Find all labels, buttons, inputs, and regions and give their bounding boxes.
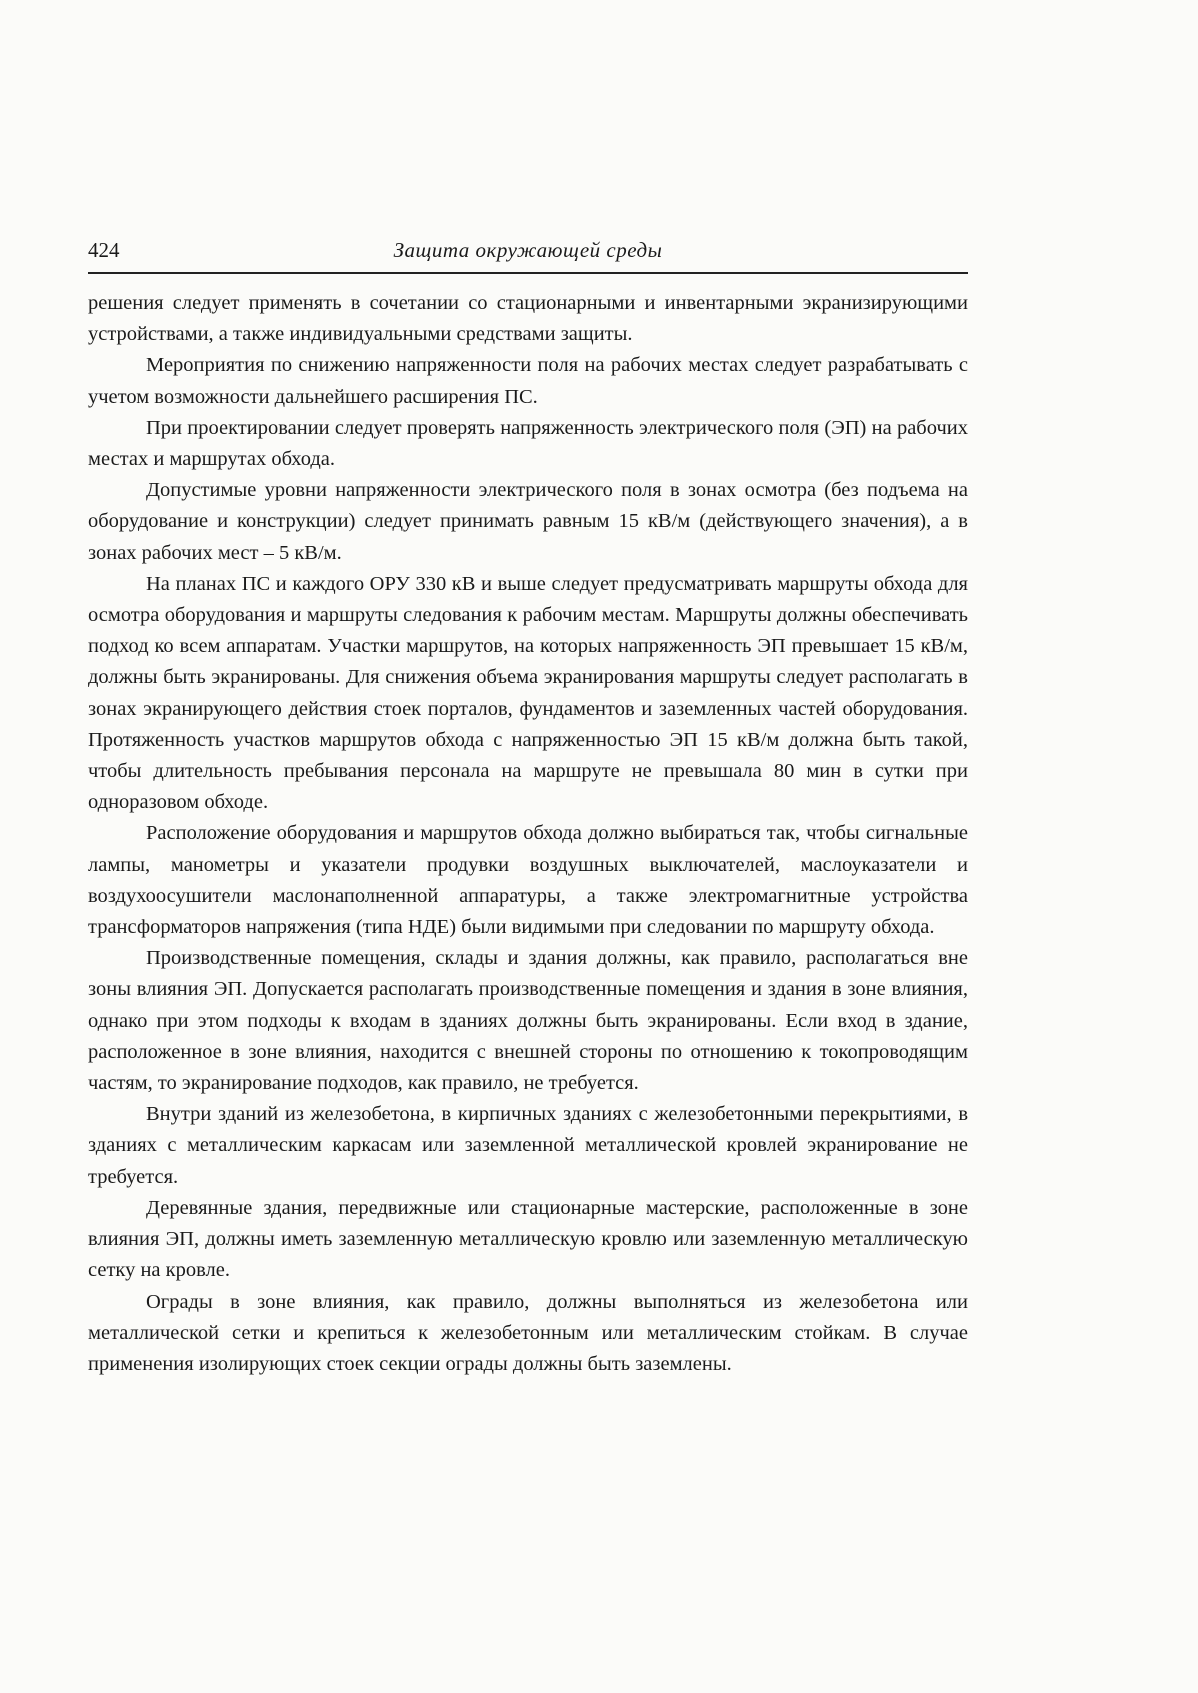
page-number: 424 <box>88 238 120 262</box>
paragraph: Ограды в зоне влияния, как правило, должны выполняться из железобетона или металлической сетки и крепиться к железобетонным или металлическим стойкам. В случае применения изолирующих стоек секции ограды должны быть заземлены. <box>88 1290 968 1375</box>
paragraph: Деревянные здания, передвижные или стационарные мастерские, расположенные в зоне влияния ЭП, должны иметь заземленную металлическую кровлю или заземленную металлическую сетку на кровле. <box>88 1196 968 1282</box>
paragraph: Допустимые уровни напряженности электрического поля в зонах осмотра (без подъема на оборудование и конструкции) следует принимать равным 15 кВ/м (действующего значения), а в зонах рабочих мест – 5 кВ/м. <box>88 479 968 564</box>
paragraph: При проектировании следует проверять напряженность электрического поля (ЭП) на рабочих местах и маршрутах обхода. <box>88 416 968 471</box>
paragraph: Мероприятия по снижению напряженности поля на рабочих местах следует разрабатывать с учетом возможности дальнейшего расширения ПС. <box>88 354 968 408</box>
book-page <box>88 232 968 1380</box>
running-title: Защита окружающей среды <box>393 238 663 262</box>
page-body <box>88 288 968 1380</box>
paragraph: Производственные помещения, склады и здания должны, как правило, располагаться вне зоны влияния ЭП. Допускается располагать производственные помещения и здания в зоне влияния, однако при этом подходы к входам в зданиях должны быть экранированы. Если вход в здание, расположенное в зоне влияния, находится с внешней стороны по отношению к токопроводящим частям, то экранирование подходов, как правило, не требуется. <box>88 947 968 1095</box>
page-header <box>88 232 968 274</box>
paragraph: На планах ПС и каждого ОРУ 330 кВ и выше следует предусматривать маршруты обхода для осмотра оборудования и маршруты следования к рабочим местам. Маршруты должны обеспечивать подход ко всем аппаратам. Участки маршрутов, на которых напряженность ЭП превышает 15 кВ/м, должны быть экранированы. Для снижения объема экранирования маршруты следует располагать в зонах экранирующего действия стоек порталов, фундаментов и заземленных частей оборудования. Протяженность участков маршрутов обхода с напряженностью ЭП 15 кВ/м должна быть такой, чтобы длительность пребывания персонала на маршруте не превышала 80 мин в сутки при одноразовом обходе. <box>88 572 968 814</box>
paragraph: Расположение оборудования и маршрутов обхода должно выбираться так, чтобы сигнальные лампы, манометры и указатели продувки воздушных выключателей, маслоуказатели и воздухоосушители маслонаполненной аппаратуры, а также электромагнитные устройства трансформаторов напряжения (типа НДЕ) были видимыми при следовании по маршруту обхода. <box>88 822 968 939</box>
paragraph: Внутри зданий из железобетона, в кирпичных зданиях с железобетонными перекрытиями, в зданиях с металлическим каркасам или заземленной металлической кровлей экранирование не требуется. <box>88 1103 968 1188</box>
paragraph-continuation: решения следует применять в сочетании со стационарными и инвентарными экранизирующими устройствами, а также индивидуальными средствами защиты. <box>88 292 968 346</box>
